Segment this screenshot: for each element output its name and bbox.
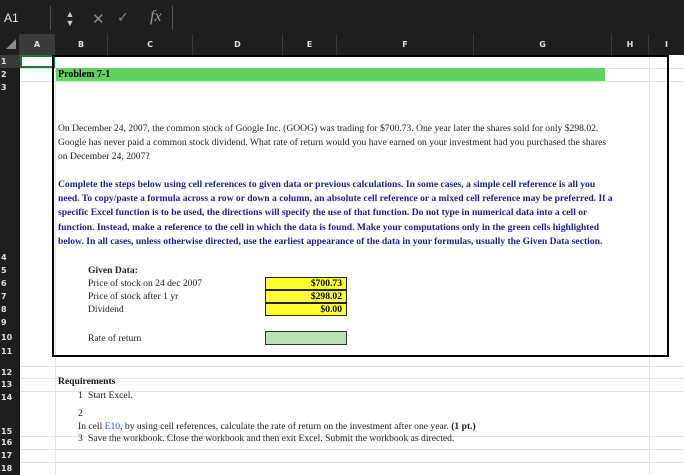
column-header-d[interactable]: D bbox=[193, 34, 283, 55]
column-header-h[interactable]: H bbox=[612, 34, 649, 55]
name-box[interactable]: A1 bbox=[4, 11, 19, 25]
row-header-15[interactable]: 15 bbox=[1, 427, 13, 436]
rate-of-return-label: Rate of return bbox=[88, 333, 142, 344]
column-header-c[interactable]: C bbox=[108, 34, 193, 55]
given-label-price-after: Price of stock after 1 yr bbox=[88, 291, 179, 302]
chevron-up-icon[interactable]: ▲ bbox=[65, 9, 75, 19]
column-header-f[interactable]: F bbox=[337, 34, 474, 55]
row-header-7[interactable]: 7 bbox=[1, 292, 7, 301]
input-cell-dividend[interactable]: $0.00 bbox=[265, 303, 347, 316]
instructions-text: Complete the steps below using cell references to given data or previous calculations. In some cases, a simple cell reference is all you need. To copy/paste a formula across a row or down a column, an absolute cell reference or a mixed cell reference may be preferred. If a specific Excel function is to be used, the directions will specify the use of that function. Do not type in numerical data into a cell or function. Instead, make a reference to the cell in which the data is found. Make your computations only in the green cells highlighted below. In all cases, unless otherwise directed, use the earliest appearance of the data in your formulas, usually the Given Data section. bbox=[58, 179, 613, 247]
column-header-g[interactable]: G bbox=[474, 34, 612, 55]
select-all-icon bbox=[6, 39, 16, 49]
row-header-6[interactable]: 6 bbox=[1, 279, 7, 288]
cell-grid[interactable] bbox=[20, 55, 684, 475]
points-label: (1 pt.) bbox=[451, 421, 476, 432]
column-header-b[interactable]: B bbox=[55, 34, 108, 55]
enter-icon[interactable]: ✓ bbox=[117, 10, 129, 26]
given-label-dividend: Dividend bbox=[88, 304, 124, 315]
page-title: Problem 7-1 bbox=[58, 69, 111, 80]
row-header-12[interactable]: 12 bbox=[1, 368, 13, 377]
rate-of-return-answer-cell[interactable] bbox=[265, 331, 347, 345]
formula-bar bbox=[0, 0, 684, 34]
gridline bbox=[20, 378, 684, 379]
row-header-11[interactable]: 11 bbox=[1, 347, 13, 356]
requirement-text: Start Excel. bbox=[88, 390, 133, 401]
problem-description: On December 24, 2007, the common stock of Google Inc. (GOOG) was trading for $700.73. One year later the shares sold for only $298.02. Google has never paid a common stock dividend. What rate of return would you have earned on your investment had you purchased the shares on December 24, 2007? bbox=[58, 123, 607, 163]
cell-reference-link: E10 bbox=[104, 421, 121, 432]
row-header-14[interactable]: 14 bbox=[1, 393, 13, 402]
requirement-number: 1 bbox=[78, 390, 83, 401]
row-header-13[interactable]: 13 bbox=[1, 380, 13, 389]
row-header-16[interactable]: 16 bbox=[1, 438, 13, 447]
requirement-text-part: , by using cell references, calculate the rate of return on the investment after one year. bbox=[120, 421, 449, 432]
row-header-17[interactable]: 17 bbox=[1, 451, 13, 460]
row-header-4[interactable]: 4 bbox=[1, 253, 7, 262]
row-headers bbox=[0, 55, 20, 475]
selected-cell-a1[interactable] bbox=[20, 55, 55, 68]
input-cell-price-after[interactable]: $298.02 bbox=[265, 290, 347, 303]
column-headers bbox=[0, 34, 684, 55]
gridline bbox=[20, 449, 684, 450]
chevron-down-icon[interactable]: ▼ bbox=[65, 18, 75, 28]
requirement-number: 2 bbox=[78, 408, 83, 419]
requirement-text: Save the workbook. Close the workbook and then exit Excel. Submit the workbook as directed. bbox=[88, 433, 455, 444]
requirements-heading: Requirements bbox=[58, 376, 116, 387]
row-header-2[interactable]: 2 bbox=[1, 70, 7, 79]
row-header-9[interactable]: 9 bbox=[1, 318, 7, 327]
row-header-10[interactable]: 10 bbox=[1, 333, 13, 342]
column-header-e[interactable]: E bbox=[283, 34, 337, 55]
cancel-icon[interactable]: ✕ bbox=[92, 10, 105, 28]
input-cell-price-start[interactable]: $700.73 bbox=[265, 277, 347, 290]
requirement-number: 3 bbox=[78, 433, 83, 444]
column-header-a[interactable]: A bbox=[20, 34, 55, 55]
row-header-1[interactable]: 1 bbox=[0, 55, 20, 68]
row-header-18[interactable]: 18 bbox=[1, 464, 13, 473]
given-label-price-start: Price of stock on 24 dec 2007 bbox=[88, 278, 203, 289]
formula-input-divider bbox=[172, 6, 173, 30]
row-header-8[interactable]: 8 bbox=[1, 305, 7, 314]
gridline bbox=[20, 462, 684, 463]
insert-function-icon[interactable]: fx bbox=[150, 8, 162, 25]
row-header-5[interactable]: 5 bbox=[1, 266, 7, 275]
gridline bbox=[20, 366, 684, 367]
name-box-divider bbox=[50, 6, 51, 30]
namebox-spinner[interactable] bbox=[65, 10, 75, 30]
title-bar bbox=[56, 68, 605, 81]
requirement-text-part: In cell bbox=[78, 421, 105, 432]
given-data-label: Given Data: bbox=[88, 265, 138, 276]
column-header-i[interactable]: I bbox=[665, 40, 668, 49]
row-header-3[interactable]: 3 bbox=[1, 83, 7, 92]
select-all-corner[interactable] bbox=[0, 34, 20, 55]
